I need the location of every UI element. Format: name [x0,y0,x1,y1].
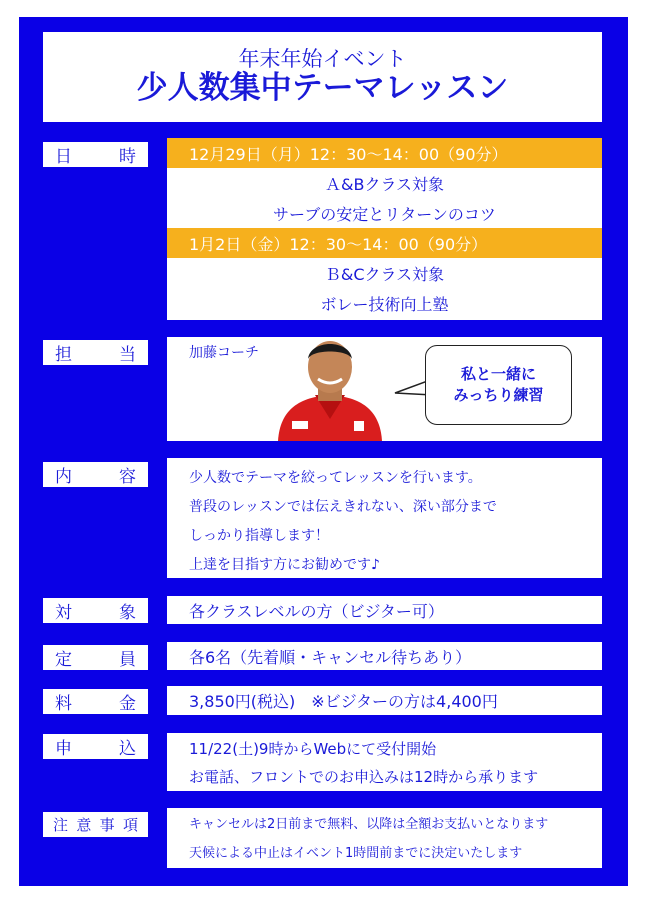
event-title: 少人数集中テーマレッスン [136,70,509,107]
session-1-theme: サーブの安定とリターンのコツ [273,204,496,224]
label-char: 時 [119,147,136,167]
capacity-text: 各6名（先着順・キャンセル待ちあり） [189,647,472,667]
event-subtitle: 年末年始イベント [238,47,407,72]
label-char: 意 [76,816,92,834]
label-notes [43,812,148,837]
label-char: 容 [119,467,136,487]
session-1-class: Ａ&Bクラス対象 [325,174,444,194]
title-box [43,32,602,122]
speech-bubble [425,345,572,425]
session-2-theme: ボレー技術向上塾 [320,294,449,314]
session-2-date: 1月2日（金）12：30～14：00（90分） [167,228,602,258]
coach-box [167,337,602,441]
label-capacity [43,645,148,670]
label-char: 定 [55,650,72,670]
content-line: 上達を目指す方にお勧めです♪ [189,557,380,573]
label-fee [43,689,148,714]
apply-line: お電話、フロントでのお申込みは12時から承ります [189,768,539,786]
label-char: 込 [119,739,136,759]
label-coach [43,340,148,365]
notes-line: 天候による中止はイベント1時間前までに決定いたします [189,846,523,861]
label-char: 対 [55,603,72,623]
label-target [43,598,148,623]
capacity-box [167,642,602,670]
content-line: 少人数でテーマを絞ってレッスンを行います。 [189,470,482,486]
coach-name: 加藤コーチ [189,345,259,361]
label-char: 注 [53,816,69,834]
label-char: 担 [55,345,72,365]
label-char: 項 [122,816,138,834]
label-apply [43,734,148,759]
label-char: 金 [119,694,136,714]
session-2-class: Ｂ&Cクラス対象 [324,264,445,284]
label-content [43,462,148,487]
label-char: 当 [119,345,136,365]
label-char: 員 [119,650,136,670]
fee-text: 3,850円(税込) ※ビジターの方は4,400円 [189,692,498,711]
schedule-box [167,138,602,320]
content-line: 普段のレッスンでは伝えきれない、深い部分まで [189,499,497,515]
notes-line: キャンセルは2日前まで無料、以降は全額お支払いとなります [189,817,549,832]
target-text: 各クラスレベルの方（ビジター可） [189,601,444,621]
apply-line: 11/22(土)9時からWebにて受付開始 [189,740,437,758]
label-char: 象 [119,603,136,623]
label-char: 料 [55,694,72,714]
target-box [167,596,602,624]
bubble-line: 私と一緒に [460,365,536,383]
label-char: 内 [55,467,72,487]
notes-box [167,808,602,868]
coach-photo-icon [270,337,390,441]
label-char: 事 [99,816,115,834]
apply-box [167,733,602,791]
content-line: しっかり指導します！ [189,528,329,544]
fee-box [167,686,602,715]
label-schedule [43,142,148,167]
label-char: 申 [55,739,72,759]
content-box [167,458,602,578]
session-1-date: 12月29日（月）12：30～14：00（90分） [167,138,602,168]
bubble-line: みっちり練習 [453,386,544,404]
label-char: 日 [55,147,72,167]
